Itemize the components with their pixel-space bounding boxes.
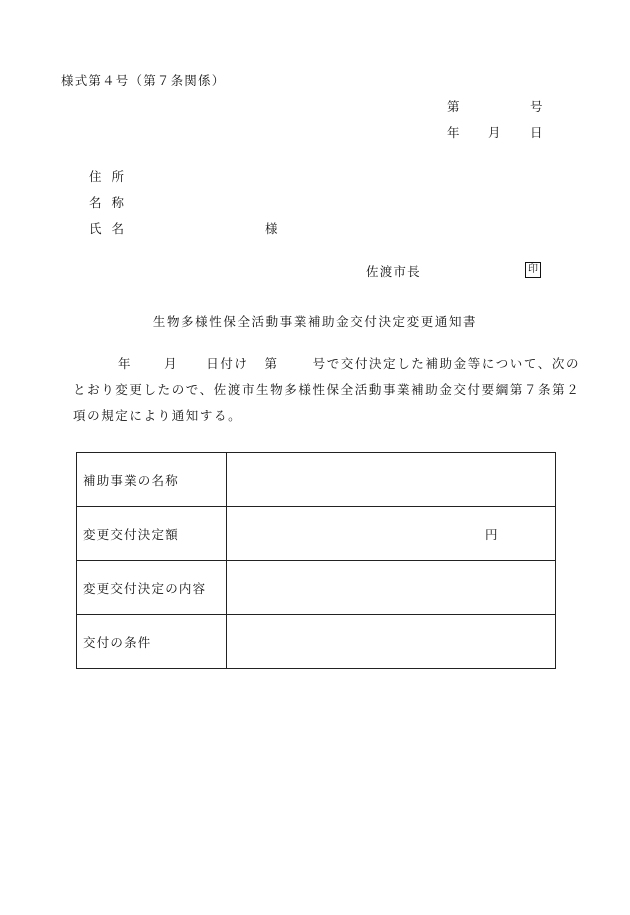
body-line-2: とおり変更したので、佐渡市生物多様性保全活動事業補助金交付要綱第７条第２	[73, 382, 581, 397]
date-month-label: 月	[488, 125, 502, 140]
row-label: 変更交付決定の内容	[77, 561, 227, 615]
body-line-1-rest: 号で交付決定した補助金等について、次の	[312, 356, 581, 371]
document-number-prefix: 第	[447, 99, 461, 114]
row-value	[227, 561, 556, 615]
body-line-1	[118, 354, 580, 372]
row-value	[227, 453, 556, 507]
row-label: 補助事業の名称	[77, 453, 227, 507]
document-number-suffix: 号	[530, 99, 544, 114]
row-value	[227, 615, 556, 669]
table-row	[77, 561, 556, 615]
body-line-3: 項の規定により通知する。	[73, 408, 243, 423]
issuer-title: 佐渡市長	[366, 264, 421, 279]
date-day-label: 日	[530, 125, 544, 140]
honorific: 様	[265, 221, 279, 236]
row-label: 変更交付決定額	[77, 507, 227, 561]
form-number: 様式第４号（第７条関係）	[61, 73, 226, 88]
yen-unit: 円	[485, 526, 499, 542]
document-title: 生物多様性保全活動事業補助金交付決定変更通知書	[152, 314, 478, 329]
body-dated: 日付け	[206, 356, 249, 371]
date-year-label: 年	[447, 125, 461, 140]
body-month: 月	[164, 356, 179, 371]
name-label: 名称	[89, 195, 135, 210]
row-label: 交付の条件	[77, 615, 227, 669]
row-value	[227, 507, 556, 561]
person-name-label: 氏名	[89, 221, 135, 236]
table-row	[77, 615, 556, 669]
body-number-prefix: 第	[264, 356, 279, 371]
address-label: 住所	[89, 169, 135, 184]
details-table	[76, 452, 556, 669]
seal-mark: 印	[525, 262, 541, 278]
table-row	[77, 453, 556, 507]
body-year: 年	[118, 356, 133, 371]
table-row	[77, 507, 556, 561]
